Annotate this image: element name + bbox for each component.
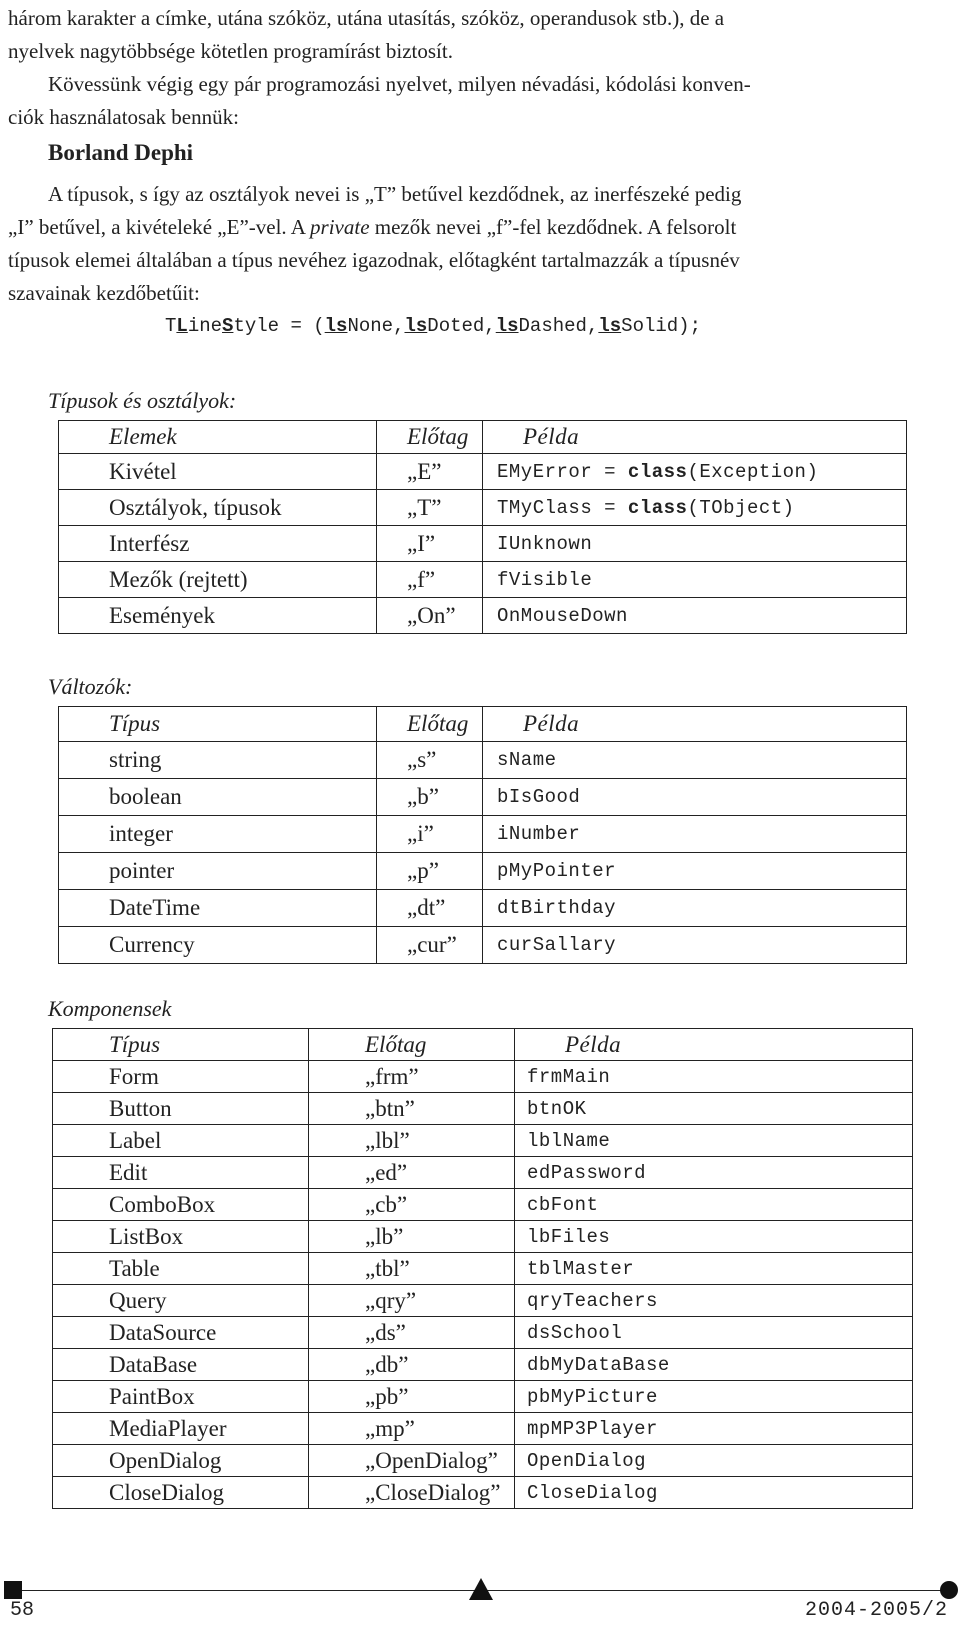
header-cell: Példa (515, 1029, 913, 1061)
table-cell: „lbl” (309, 1125, 515, 1157)
table-row: Események „On” OnMouseDown (59, 598, 907, 634)
table-row (53, 1317, 913, 1349)
table-row: Kivétel „E” EMyError = class(Exception) (59, 454, 907, 490)
table-cell: edPassword (515, 1157, 913, 1189)
table-cell: DataBase (53, 1349, 309, 1381)
table-cell: „CloseDialog” (309, 1477, 515, 1509)
header-cell: Típus (53, 1029, 309, 1061)
table-row: DateTime „dt” dtBirthday (59, 890, 907, 927)
text-line: A típusok, s így az osztályok nevei is „T” betűvel kezdődnek, az inerfészeké pedig (48, 182, 742, 206)
header-cell: Példa (483, 707, 907, 742)
table-row (53, 1221, 913, 1253)
table-row (53, 1125, 913, 1157)
text-line (8, 211, 954, 244)
table-cell: „mp” (309, 1413, 515, 1445)
table-cell: „btn” (309, 1093, 515, 1125)
issue-label: 2004-2005/2 (804, 1599, 948, 1622)
table-cell: pbMyPicture (515, 1381, 913, 1413)
table-row (53, 1061, 913, 1093)
table-cell: „ed” (309, 1157, 515, 1189)
table-cell: „tbl” (309, 1253, 515, 1285)
table-row (53, 1477, 913, 1509)
table-cell: lbFiles (515, 1221, 913, 1253)
table-cell: tblMaster (515, 1253, 913, 1285)
table-header-row (59, 707, 907, 742)
table-cell: OpenDialog (515, 1445, 913, 1477)
table-row: pointer „p” pMyPointer (59, 853, 907, 890)
italic-keyword: private (310, 215, 370, 239)
table-cell: Form (53, 1061, 309, 1093)
table-cell: „pb” (309, 1381, 515, 1413)
header-cell: Előtag (309, 1029, 515, 1061)
table-row (53, 1349, 913, 1381)
table-cell: „cb” (309, 1189, 515, 1221)
page-number: 58 (10, 1599, 35, 1622)
table-header-row (53, 1029, 913, 1061)
table-row (53, 1445, 913, 1477)
table-row (53, 1253, 913, 1285)
table-cell: btnOK (515, 1093, 913, 1125)
table-cell: Table (53, 1253, 309, 1285)
triangle-marker-icon (469, 1578, 493, 1600)
header-cell: Elemek (59, 421, 377, 454)
code-example: TLineStyle = (lsNone,lsDoted,lsDashed,lsSolid); (165, 315, 701, 337)
table-header-row (59, 421, 907, 454)
table-row (53, 1413, 913, 1445)
header-cell: Példa (483, 421, 907, 454)
body-paragraph (8, 178, 954, 310)
table-cell: cbFont (515, 1189, 913, 1221)
table-cell: Label (53, 1125, 309, 1157)
table-row: Mezők (rejtett) „f” fVisible (59, 562, 907, 598)
intro-paragraph (8, 2, 954, 134)
table-cell: „ds” (309, 1317, 515, 1349)
header-cell: Előtag (377, 421, 483, 454)
table-cell: „lb” (309, 1221, 515, 1253)
text-line: típusok elemei általában a típus nevéhez igazodnak, előtagként tartalmazzák a típusnév (8, 248, 740, 272)
table-row: Osztályok, típusok „T” TMyClass = class(TObject) (59, 490, 907, 526)
table-row: Interfész „I” IUnknown (59, 526, 907, 562)
table-cell: CloseDialog (53, 1477, 309, 1509)
table-cell: MediaPlayer (53, 1413, 309, 1445)
text-line: szavainak kezdőbetűit: (8, 281, 200, 305)
table-row: string „s” sName (59, 742, 907, 779)
table-cell: OpenDialog (53, 1445, 309, 1477)
text-run: mezők nevei „f”-fel kezdődnek. A felsorolt (369, 215, 737, 239)
comps-section-title: Komponensek (48, 996, 172, 1021)
types-table (58, 420, 907, 634)
header-cell: Típus (59, 707, 377, 742)
table-cell: PaintBox (53, 1381, 309, 1413)
table-cell: ComboBox (53, 1189, 309, 1221)
table-row: Currency „cur” curSallary (59, 927, 907, 964)
table-cell: Query (53, 1285, 309, 1317)
table-row: integer „i” iNumber (59, 816, 907, 853)
table-cell: „qry” (309, 1285, 515, 1317)
square-marker-icon (4, 1581, 22, 1599)
table-cell: „frm” (309, 1061, 515, 1093)
table-row (53, 1189, 913, 1221)
types-section-title: Típusok és osztályok: (48, 388, 237, 413)
page-footer (0, 1590, 960, 1630)
comps-table (52, 1028, 913, 1509)
vars-section-title: Változók: (48, 674, 133, 699)
table-cell: mpMP3Player (515, 1413, 913, 1445)
vars-table (58, 706, 907, 964)
table-cell: frmMain (515, 1061, 913, 1093)
table-cell: lblName (515, 1125, 913, 1157)
circle-marker-icon (940, 1581, 958, 1599)
text-line: ciók használatosak bennük: (8, 105, 239, 129)
table-cell: dsSchool (515, 1317, 913, 1349)
table-cell: DataSource (53, 1317, 309, 1349)
text-line: három karakter a címke, utána szóköz, utána utasítás, szóköz, operandusok stb.), de a (8, 6, 725, 30)
table-cell: „db” (309, 1349, 515, 1381)
table-cell: dbMyDataBase (515, 1349, 913, 1381)
header-cell: Előtag (377, 707, 483, 742)
table-row (53, 1381, 913, 1413)
table-cell: CloseDialog (515, 1477, 913, 1509)
table-cell: qryTeachers (515, 1285, 913, 1317)
table-row (53, 1157, 913, 1189)
section-heading: Borland Dephi (48, 140, 194, 165)
table-row (53, 1093, 913, 1125)
text-line: Kövessünk végig egy pár programozási nyelvet, milyen névadási, kódolási konven- (48, 72, 751, 96)
table-cell: ListBox (53, 1221, 309, 1253)
table-row (53, 1285, 913, 1317)
table-cell: „OpenDialog” (309, 1445, 515, 1477)
text-run: „I” betűvel, a kivételeké „E”-vel. A (8, 215, 311, 239)
table-cell: Button (53, 1093, 309, 1125)
table-cell: Edit (53, 1157, 309, 1189)
text-line: nyelvek nagytöbbsége kötetlen programírást biztosít. (8, 39, 453, 63)
table-row: boolean „b” bIsGood (59, 779, 907, 816)
